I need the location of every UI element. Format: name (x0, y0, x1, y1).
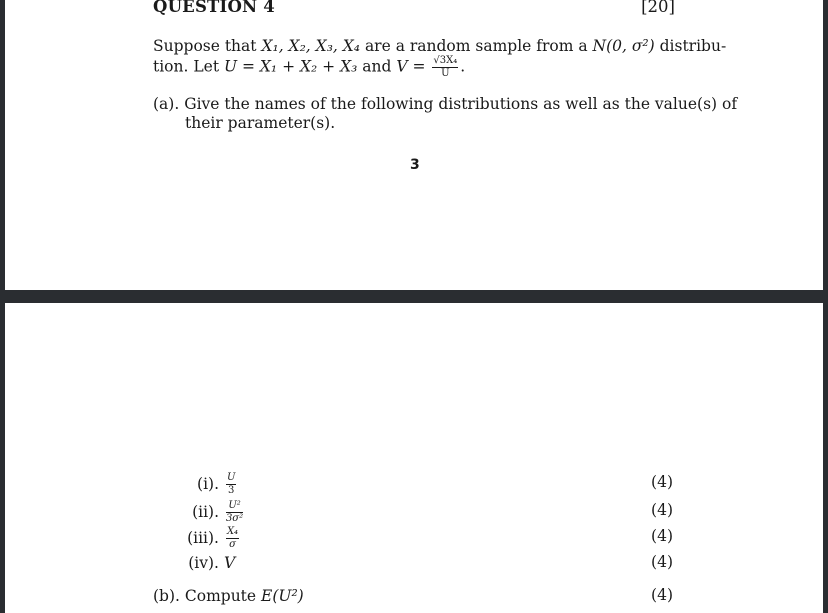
intro-text: distribu- (654, 37, 727, 55)
part-a-line-2: their parameter(s). (185, 114, 336, 132)
part-b-text: Compute (184, 587, 262, 605)
intro-text: are a random sample from a (360, 37, 593, 55)
item-iv (5, 553, 235, 573)
item-fraction (226, 527, 239, 550)
item-ii-marks: (4) (651, 501, 673, 519)
item-label: (ii). (192, 502, 219, 521)
part-a-label: (a). (153, 95, 180, 113)
item-numerator: U (226, 472, 236, 483)
part-b-expression: E(U²) (261, 587, 304, 605)
intro-text: Suppose that (153, 37, 262, 55)
page-bottom (5, 303, 823, 613)
part-b-marks: (4) (651, 586, 673, 604)
item-iii (5, 527, 241, 550)
item-label: (i). (197, 474, 219, 493)
intro-text: and (357, 57, 397, 76)
item-label: (iv). (188, 554, 219, 572)
item-fraction (226, 473, 236, 496)
normal-distribution: N(0, σ²) (592, 37, 655, 55)
intro-text: tion. Let (153, 57, 224, 76)
item-label: (iii). (187, 528, 219, 547)
page-number: 3 (410, 157, 420, 173)
item-iii-marks: (4) (651, 527, 673, 545)
sample-variables: X₁, X₂, X₃, X₄ (261, 37, 361, 55)
item-i-marks: (4) (651, 473, 673, 491)
intro-line-1 (153, 36, 726, 56)
part-b-label: (b). (153, 587, 180, 605)
question-total-marks: [20] (641, 0, 675, 16)
item-i (5, 473, 238, 496)
item-denominator: 3 (227, 485, 235, 496)
item-iv-marks: (4) (651, 553, 673, 571)
v-lhs: V = (396, 57, 431, 76)
item-fraction (226, 501, 243, 524)
item-expression: V (223, 554, 236, 572)
item-ii (5, 501, 245, 524)
v-denominator: U (441, 68, 450, 79)
item-numerator: U² (226, 501, 243, 513)
u-definition: U = X₁ + X₂ + X₃ (223, 57, 358, 76)
item-denominator: 3σ² (225, 513, 244, 524)
question-title: QUESTION 4 (153, 0, 275, 16)
v-fraction (432, 56, 458, 79)
v-numerator: √3X₄ (433, 55, 458, 66)
part-a-text: Give the names of the following distributions as well as the value(s) of (184, 95, 738, 113)
item-denominator: σ (229, 539, 236, 550)
part-a-line-1 (153, 94, 737, 114)
intro-line-2: tion. Let U = X₁ + X₂ + X₃ and V = $\frac{\text{√3X₄}}{U}$ . (153, 55, 466, 79)
item-numerator: X₄ (226, 526, 239, 537)
part-b (153, 586, 304, 606)
page-top (5, 0, 823, 290)
